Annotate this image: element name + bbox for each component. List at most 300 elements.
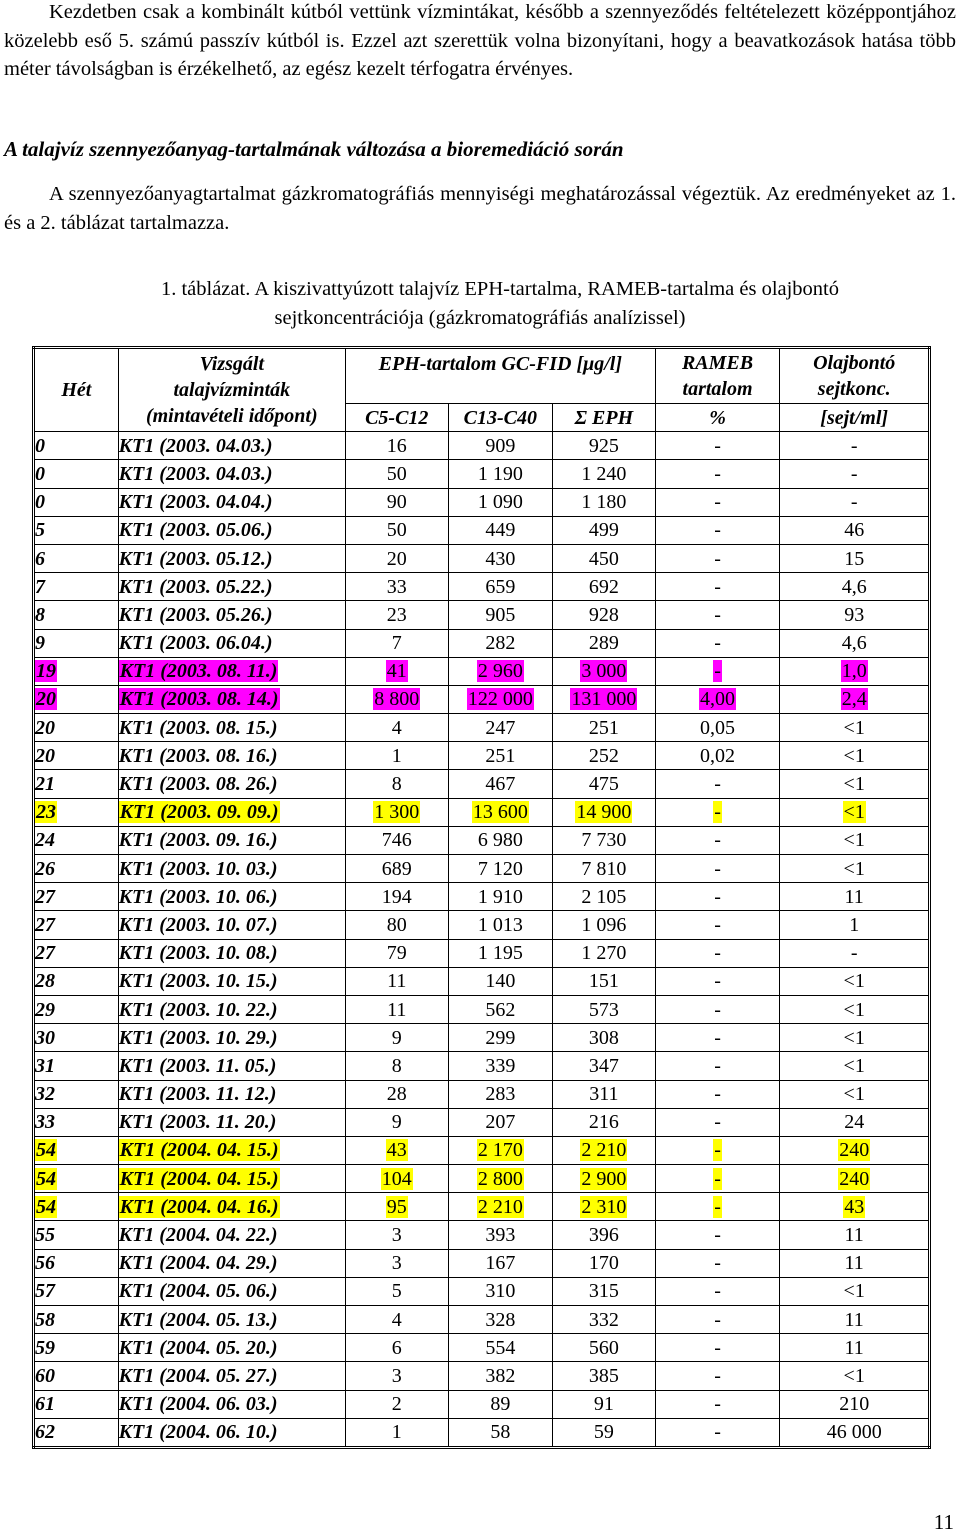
cell-week: 27 [34, 883, 119, 911]
cell-rameb: - [655, 1108, 780, 1136]
cell-c13-c40: 1 910 [448, 883, 553, 911]
cell-olajbonto: 210 [780, 1390, 930, 1418]
cell-c5-c12: 9 [345, 1024, 448, 1052]
method-paragraph: A szennyezőanyagtartalmat gázkromatográfiás mennyiségi meghatározással végeztük. Az eredményeket az 1. és a 2. táblázat tartalmazza. [4, 183, 956, 234]
cell-week: 32 [34, 1080, 119, 1108]
cell-week: 0 [34, 460, 119, 488]
cell-sum-eph: 7 730 [553, 826, 656, 854]
cell-olajbonto: - [780, 939, 930, 967]
cell-rameb: - [655, 432, 780, 460]
cell-sample: KT1 (2003. 04.04.) [118, 488, 345, 516]
cell-week: 54 [34, 1193, 119, 1221]
table-row [34, 1277, 930, 1305]
cell-sample: KT1 (2003. 04.03.) [118, 432, 345, 460]
cell-sum-eph: 289 [553, 629, 656, 657]
cell-sum-eph: 928 [553, 601, 656, 629]
cell-sum-eph: 131 000 [553, 685, 656, 713]
cell-c5-c12: 80 [345, 911, 448, 939]
table-row [34, 629, 930, 657]
table-row [34, 826, 930, 854]
cell-sample: KT1 (2003. 08. 15.) [118, 714, 345, 742]
cell-c13-c40: 430 [448, 544, 553, 572]
cell-olajbonto: 24 [780, 1108, 930, 1136]
cell-week: 8 [34, 601, 119, 629]
table-row [34, 1306, 930, 1334]
header-sum-eph: Σ EPH [553, 404, 656, 432]
cell-rameb: - [655, 1165, 780, 1193]
cell-rameb: - [655, 1418, 780, 1447]
cell-olajbonto: <1 [780, 770, 930, 798]
cell-rameb: 0,02 [655, 742, 780, 770]
cell-sum-eph: 216 [553, 1108, 656, 1136]
header-c13-c40: C13-C40 [448, 404, 553, 432]
cell-rameb: - [655, 488, 780, 516]
cell-sample: KT1 (2004. 05. 20.) [118, 1334, 345, 1362]
cell-week: 55 [34, 1221, 119, 1249]
cell-sample: KT1 (2003. 10. 29.) [118, 1024, 345, 1052]
header-rameb: RAMEB tartalom [655, 348, 780, 404]
cell-week: 62 [34, 1418, 119, 1447]
cell-c13-c40: 562 [448, 995, 553, 1023]
cell-sample: KT1 (2003. 05.26.) [118, 601, 345, 629]
cell-sample: KT1 (2003. 05.12.) [118, 544, 345, 572]
cell-olajbonto: <1 [780, 1052, 930, 1080]
cell-rameb: - [655, 1052, 780, 1080]
cell-c13-c40: 905 [448, 601, 553, 629]
cell-c13-c40: 449 [448, 516, 553, 544]
cell-sum-eph: 499 [553, 516, 656, 544]
cell-rameb: - [655, 1334, 780, 1362]
table-row [34, 657, 930, 685]
cell-c13-c40: 393 [448, 1221, 553, 1249]
cell-sum-eph: 1 096 [553, 911, 656, 939]
cell-c5-c12: 3 [345, 1249, 448, 1277]
table-row [34, 1221, 930, 1249]
table-row [34, 1249, 930, 1277]
cell-c13-c40: 554 [448, 1334, 553, 1362]
cell-c5-c12: 6 [345, 1334, 448, 1362]
cell-c5-c12: 90 [345, 488, 448, 516]
cell-c13-c40: 58 [448, 1418, 553, 1447]
cell-sum-eph: 1 240 [553, 460, 656, 488]
cell-sum-eph: 315 [553, 1277, 656, 1305]
cell-sample: KT1 (2003. 10. 03.) [118, 855, 345, 883]
cell-olajbonto: <1 [780, 1362, 930, 1390]
cell-sum-eph: 560 [553, 1334, 656, 1362]
cell-sample: KT1 (2004. 04. 15.) [118, 1136, 345, 1164]
cell-c5-c12: 4 [345, 1306, 448, 1334]
table-row [34, 883, 930, 911]
cell-c5-c12: 43 [345, 1136, 448, 1164]
cell-c5-c12: 3 [345, 1221, 448, 1249]
cell-olajbonto: - [780, 432, 930, 460]
cell-sample: KT1 (2004. 04. 15.) [118, 1165, 345, 1193]
cell-c5-c12: 33 [345, 573, 448, 601]
cell-c13-c40: 1 190 [448, 460, 553, 488]
table-row [34, 1165, 930, 1193]
cell-olajbonto: <1 [780, 798, 930, 826]
cell-sample: KT1 (2003. 08. 14.) [118, 685, 345, 713]
cell-olajbonto: <1 [780, 742, 930, 770]
cell-sample: KT1 (2004. 04. 29.) [118, 1249, 345, 1277]
cell-olajbonto: <1 [780, 714, 930, 742]
cell-c13-c40: 299 [448, 1024, 553, 1052]
cell-rameb: - [655, 601, 780, 629]
cell-c13-c40: 282 [448, 629, 553, 657]
cell-olajbonto: 11 [780, 883, 930, 911]
intro-paragraph: Kezdetben csak a kombinált kútból vettünk vízmintákat, később a szennyeződés feltételezett középpontjához közelebb eső 5. számú passzív kútból is. Ezzel azt szerettük volna bizonyítani, hogy a beavatkozások hatása több méter távolságban is érzékelhető, az egész kezelt térfogatra érvényes. [4, 1, 956, 80]
cell-week: 31 [34, 1052, 119, 1080]
cell-c5-c12: 5 [345, 1277, 448, 1305]
table-row [34, 1334, 930, 1362]
cell-c5-c12: 8 [345, 770, 448, 798]
table-row [34, 601, 930, 629]
cell-sample: KT1 (2003. 09. 09.) [118, 798, 345, 826]
cell-week: 20 [34, 742, 119, 770]
table-row [34, 1024, 930, 1052]
cell-week: 23 [34, 798, 119, 826]
table-row [34, 544, 930, 572]
cell-c13-c40: 122 000 [448, 685, 553, 713]
cell-c13-c40: 310 [448, 1277, 553, 1305]
cell-c13-c40: 1 090 [448, 488, 553, 516]
table-row [34, 1108, 930, 1136]
cell-olajbonto: 1,0 [780, 657, 930, 685]
cell-sample: KT1 (2003. 05.22.) [118, 573, 345, 601]
cell-sample: KT1 (2003. 06.04.) [118, 629, 345, 657]
cell-olajbonto: <1 [780, 995, 930, 1023]
cell-c5-c12: 2 [345, 1390, 448, 1418]
cell-sum-eph: 252 [553, 742, 656, 770]
cell-c13-c40: 382 [448, 1362, 553, 1390]
cell-olajbonto: 4,6 [780, 629, 930, 657]
cell-rameb: - [655, 1136, 780, 1164]
cell-sample: KT1 (2003. 08. 11.) [118, 657, 345, 685]
table-caption-line1: 1. táblázat. A kiszivattyúzott talajvíz EPH-tartalma, RAMEB-tartalma és olajbontó [160, 278, 840, 300]
cell-sum-eph: 3 000 [553, 657, 656, 685]
table-caption-line2: sejtkoncentrációja (gázkromatográfiás analízissel) [274, 306, 686, 329]
cell-c13-c40: 167 [448, 1249, 553, 1277]
cell-sum-eph: 1 270 [553, 939, 656, 967]
cell-sample: KT1 (2003. 09. 16.) [118, 826, 345, 854]
cell-c5-c12: 95 [345, 1193, 448, 1221]
table-row [34, 995, 930, 1023]
cell-sum-eph: 170 [553, 1249, 656, 1277]
cell-c13-c40: 2 170 [448, 1136, 553, 1164]
cell-sample: KT1 (2003. 08. 26.) [118, 770, 345, 798]
cell-rameb: - [655, 770, 780, 798]
cell-week: 5 [34, 516, 119, 544]
cell-olajbonto: <1 [780, 1277, 930, 1305]
cell-olajbonto: 11 [780, 1306, 930, 1334]
cell-sample: KT1 (2003. 11. 05.) [118, 1052, 345, 1080]
table-row [34, 1052, 930, 1080]
cell-c5-c12: 1 [345, 1418, 448, 1447]
cell-rameb: - [655, 1193, 780, 1221]
cell-c13-c40: 2 210 [448, 1193, 553, 1221]
cell-olajbonto: 46 [780, 516, 930, 544]
page-number: 11 [933, 1510, 954, 1534]
cell-c5-c12: 104 [345, 1165, 448, 1193]
header-olajbonto: Olajbontó sejtkonc. [780, 348, 930, 404]
cell-week: 20 [34, 685, 119, 713]
cell-sample: KT1 (2004. 04. 22.) [118, 1221, 345, 1249]
cell-c5-c12: 4 [345, 714, 448, 742]
cell-week: 0 [34, 432, 119, 460]
cell-sum-eph: 1 180 [553, 488, 656, 516]
cell-rameb: - [655, 1362, 780, 1390]
cell-c13-c40: 339 [448, 1052, 553, 1080]
header-olaj-unit: [sejt/ml] [780, 404, 930, 432]
cell-c13-c40: 1 013 [448, 911, 553, 939]
cell-sample: KT1 (2003. 10. 08.) [118, 939, 345, 967]
cell-rameb: - [655, 544, 780, 572]
cell-rameb: - [655, 1249, 780, 1277]
cell-rameb: - [655, 855, 780, 883]
cell-c5-c12: 746 [345, 826, 448, 854]
header-eph: EPH-tartalom GC-FID [μg/l] [345, 348, 655, 404]
cell-c5-c12: 50 [345, 460, 448, 488]
cell-week: 26 [34, 855, 119, 883]
cell-week: 20 [34, 714, 119, 742]
cell-week: 60 [34, 1362, 119, 1390]
cell-olajbonto: 4,6 [780, 573, 930, 601]
cell-olajbonto: - [780, 460, 930, 488]
cell-week: 58 [34, 1306, 119, 1334]
cell-c13-c40: 207 [448, 1108, 553, 1136]
cell-c13-c40: 2 960 [448, 657, 553, 685]
table-row [34, 685, 930, 713]
cell-olajbonto: <1 [780, 1024, 930, 1052]
cell-rameb: - [655, 939, 780, 967]
cell-sum-eph: 573 [553, 995, 656, 1023]
header-sample: Vizsgált talajvízminták (mintavételi időpont) [118, 348, 345, 432]
cell-c5-c12: 9 [345, 1108, 448, 1136]
table-row [34, 714, 930, 742]
cell-rameb: - [655, 573, 780, 601]
table-row [34, 855, 930, 883]
cell-c5-c12: 28 [345, 1080, 448, 1108]
cell-sum-eph: 91 [553, 1390, 656, 1418]
table-row [34, 460, 930, 488]
cell-c13-c40: 328 [448, 1306, 553, 1334]
cell-c5-c12: 11 [345, 967, 448, 995]
cell-c13-c40: 909 [448, 432, 553, 460]
cell-sum-eph: 2 105 [553, 883, 656, 911]
cell-sum-eph: 385 [553, 1362, 656, 1390]
cell-c5-c12: 23 [345, 601, 448, 629]
cell-sample: KT1 (2003. 08. 16.) [118, 742, 345, 770]
cell-week: 0 [34, 488, 119, 516]
cell-olajbonto: <1 [780, 1080, 930, 1108]
cell-c13-c40: 7 120 [448, 855, 553, 883]
cell-sum-eph: 308 [553, 1024, 656, 1052]
table-row [34, 1193, 930, 1221]
cell-rameb: - [655, 798, 780, 826]
cell-c5-c12: 16 [345, 432, 448, 460]
cell-sum-eph: 450 [553, 544, 656, 572]
cell-rameb: - [655, 460, 780, 488]
cell-olajbonto: 93 [780, 601, 930, 629]
cell-c5-c12: 41 [345, 657, 448, 685]
table-row [34, 770, 930, 798]
cell-week: 61 [34, 1390, 119, 1418]
cell-c13-c40: 247 [448, 714, 553, 742]
cell-sample: KT1 (2003. 11. 12.) [118, 1080, 345, 1108]
cell-rameb: - [655, 883, 780, 911]
section-heading: A talajvíz szennyezőanyag-tartalmának változása a bioremediáció során [4, 137, 624, 161]
cell-c5-c12: 689 [345, 855, 448, 883]
cell-sample: KT1 (2004. 05. 06.) [118, 1277, 345, 1305]
cell-rameb: - [655, 995, 780, 1023]
cell-rameb: - [655, 629, 780, 657]
cell-week: 30 [34, 1024, 119, 1052]
table-row [34, 1080, 930, 1108]
cell-sum-eph: 396 [553, 1221, 656, 1249]
table-caption [0, 275, 960, 332]
cell-rameb: - [655, 657, 780, 685]
cell-c5-c12: 50 [345, 516, 448, 544]
cell-c13-c40: 283 [448, 1080, 553, 1108]
table-row [34, 488, 930, 516]
cell-c13-c40: 659 [448, 573, 553, 601]
cell-c13-c40: 140 [448, 967, 553, 995]
table-row [34, 1390, 930, 1418]
cell-rameb: 0,05 [655, 714, 780, 742]
table-row [34, 1418, 930, 1447]
cell-olajbonto: - [780, 488, 930, 516]
header-week: Hét [34, 348, 119, 432]
cell-olajbonto: <1 [780, 826, 930, 854]
cell-c5-c12: 3 [345, 1362, 448, 1390]
cell-c13-c40: 6 980 [448, 826, 553, 854]
cell-week: 54 [34, 1136, 119, 1164]
cell-c5-c12: 79 [345, 939, 448, 967]
cell-olajbonto: 43 [780, 1193, 930, 1221]
cell-sample: KT1 (2003. 05.06.) [118, 516, 345, 544]
cell-olajbonto: 240 [780, 1165, 930, 1193]
cell-c13-c40: 467 [448, 770, 553, 798]
cell-rameb: - [655, 1277, 780, 1305]
cell-olajbonto: 240 [780, 1136, 930, 1164]
cell-sample: KT1 (2003. 10. 06.) [118, 883, 345, 911]
cell-c5-c12: 8 800 [345, 685, 448, 713]
cell-olajbonto: 1 [780, 911, 930, 939]
cell-rameb: - [655, 1390, 780, 1418]
table-row [34, 1136, 930, 1164]
cell-olajbonto: 11 [780, 1249, 930, 1277]
cell-sample: KT1 (2003. 11. 20.) [118, 1108, 345, 1136]
cell-sample: KT1 (2003. 10. 15.) [118, 967, 345, 995]
cell-week: 7 [34, 573, 119, 601]
cell-week: 21 [34, 770, 119, 798]
header-c5-c12: C5-C12 [345, 404, 448, 432]
cell-c5-c12: 20 [345, 544, 448, 572]
cell-week: 54 [34, 1165, 119, 1193]
cell-sample: KT1 (2004. 06. 03.) [118, 1390, 345, 1418]
table-row [34, 742, 930, 770]
cell-week: 27 [34, 939, 119, 967]
cell-c13-c40: 89 [448, 1390, 553, 1418]
table-row [34, 967, 930, 995]
cell-rameb: - [655, 1306, 780, 1334]
cell-sum-eph: 925 [553, 432, 656, 460]
cell-sum-eph: 251 [553, 714, 656, 742]
cell-c5-c12: 8 [345, 1052, 448, 1080]
cell-sum-eph: 475 [553, 770, 656, 798]
cell-sample: KT1 (2003. 10. 22.) [118, 995, 345, 1023]
cell-week: 6 [34, 544, 119, 572]
cell-sample: KT1 (2004. 04. 16.) [118, 1193, 345, 1221]
cell-week: 19 [34, 657, 119, 685]
cell-rameb: - [655, 967, 780, 995]
table-row [34, 798, 930, 826]
table-row [34, 939, 930, 967]
cell-c13-c40: 2 800 [448, 1165, 553, 1193]
cell-sample: KT1 (2004. 05. 13.) [118, 1306, 345, 1334]
cell-sum-eph: 2 900 [553, 1165, 656, 1193]
table-row [34, 516, 930, 544]
cell-c5-c12: 1 300 [345, 798, 448, 826]
header-rameb-unit: % [655, 404, 780, 432]
cell-week: 9 [34, 629, 119, 657]
cell-sum-eph: 692 [553, 573, 656, 601]
cell-week: 59 [34, 1334, 119, 1362]
cell-c5-c12: 11 [345, 995, 448, 1023]
cell-week: 24 [34, 826, 119, 854]
cell-olajbonto: 46 000 [780, 1418, 930, 1447]
cell-sample: KT1 (2003. 10. 07.) [118, 911, 345, 939]
cell-week: 29 [34, 995, 119, 1023]
results-table [32, 346, 931, 1449]
table-row [34, 432, 930, 460]
cell-sum-eph: 311 [553, 1080, 656, 1108]
cell-c5-c12: 7 [345, 629, 448, 657]
cell-olajbonto: 2,4 [780, 685, 930, 713]
cell-olajbonto: 15 [780, 544, 930, 572]
table-row [34, 573, 930, 601]
cell-rameb: - [655, 516, 780, 544]
cell-sum-eph: 332 [553, 1306, 656, 1334]
cell-olajbonto: 11 [780, 1334, 930, 1362]
cell-c13-c40: 251 [448, 742, 553, 770]
cell-rameb: - [655, 1080, 780, 1108]
cell-week: 56 [34, 1249, 119, 1277]
cell-sample: KT1 (2004. 06. 10.) [118, 1418, 345, 1447]
cell-rameb: - [655, 826, 780, 854]
cell-sum-eph: 151 [553, 967, 656, 995]
cell-c13-c40: 13 600 [448, 798, 553, 826]
cell-olajbonto: 11 [780, 1221, 930, 1249]
cell-week: 33 [34, 1108, 119, 1136]
cell-sample: KT1 (2004. 05. 27.) [118, 1362, 345, 1390]
cell-c13-c40: 1 195 [448, 939, 553, 967]
cell-rameb: - [655, 1024, 780, 1052]
cell-c5-c12: 1 [345, 742, 448, 770]
cell-sum-eph: 347 [553, 1052, 656, 1080]
cell-olajbonto: <1 [780, 967, 930, 995]
table-row [34, 911, 930, 939]
cell-sum-eph: 14 900 [553, 798, 656, 826]
cell-sum-eph: 7 810 [553, 855, 656, 883]
table-row [34, 1362, 930, 1390]
cell-rameb: 4,00 [655, 685, 780, 713]
cell-week: 57 [34, 1277, 119, 1305]
cell-olajbonto: <1 [780, 855, 930, 883]
cell-week: 27 [34, 911, 119, 939]
cell-sum-eph: 2 210 [553, 1136, 656, 1164]
cell-sum-eph: 2 310 [553, 1193, 656, 1221]
